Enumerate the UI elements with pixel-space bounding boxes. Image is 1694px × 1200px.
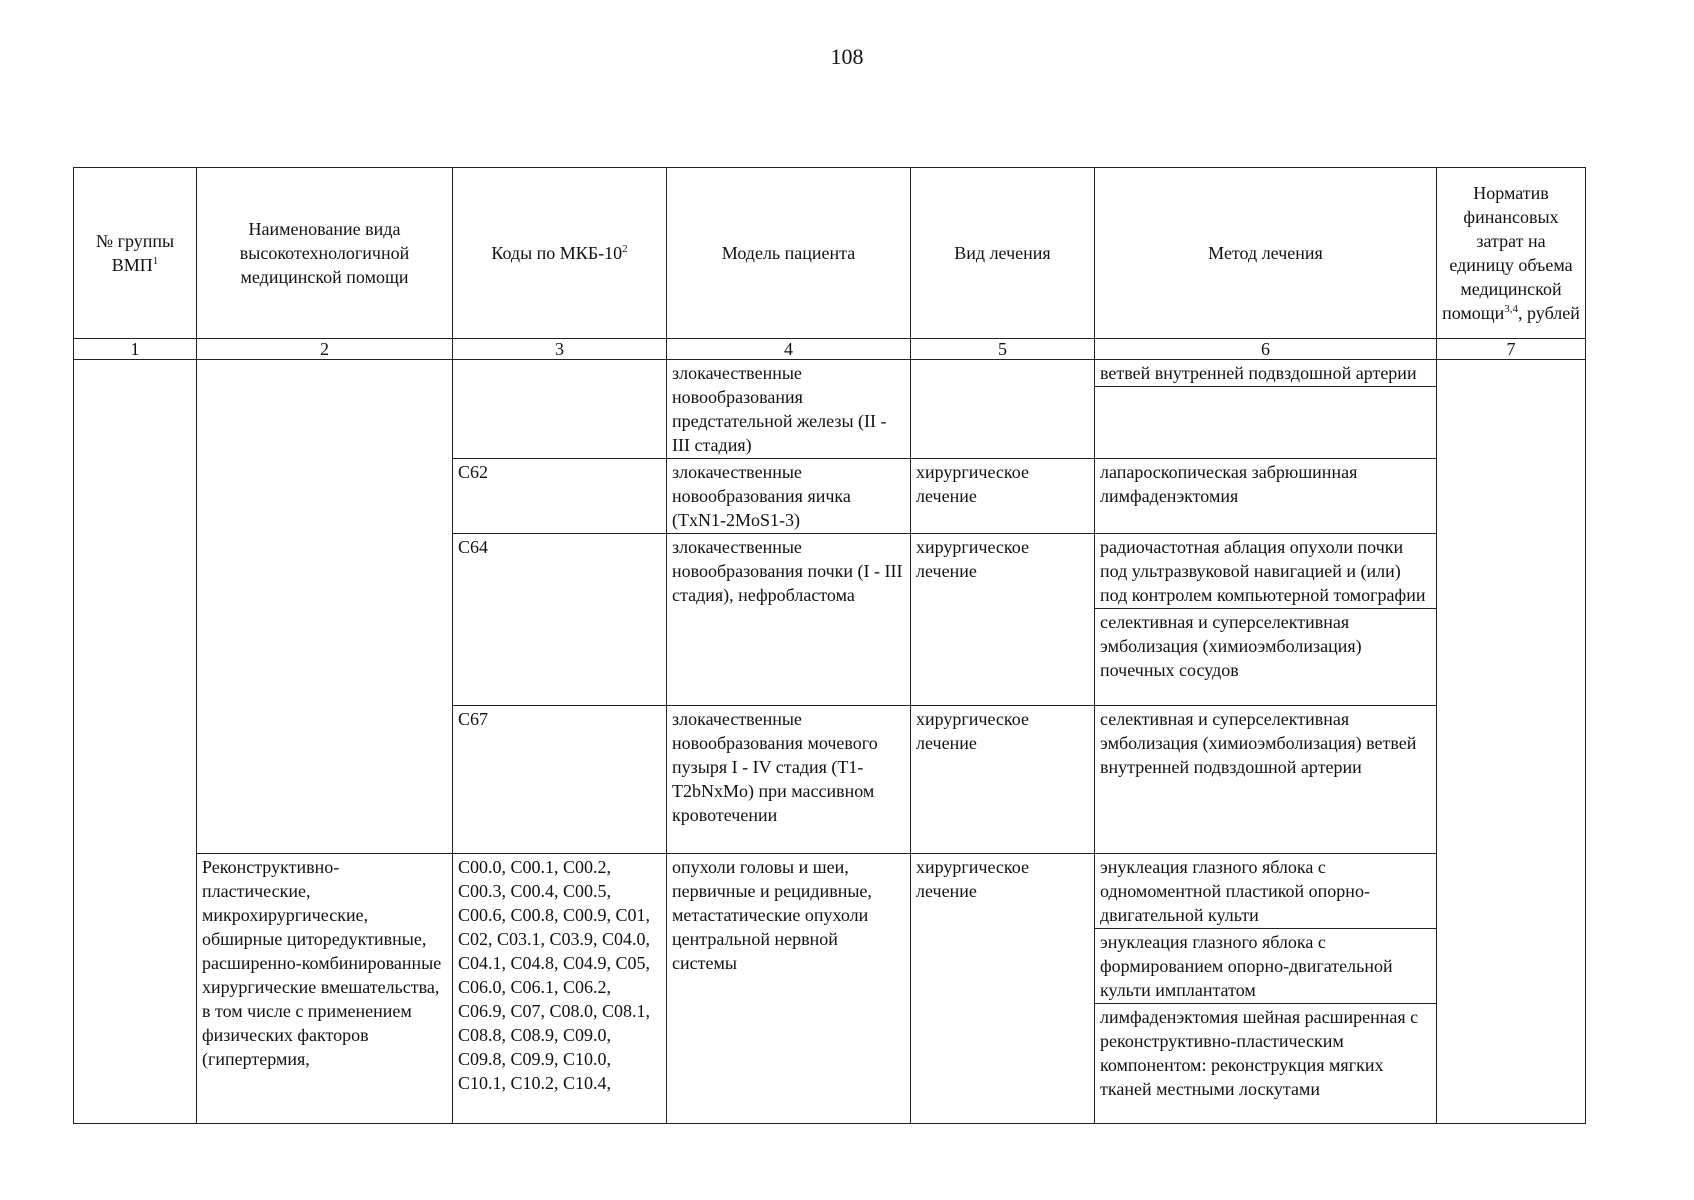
vmp-name-cell [197, 360, 453, 854]
treatment-method-item [1095, 387, 1436, 435]
vmp-table [73, 167, 1586, 1124]
patient-model-cell: злокачественные новообразования почки (I - III стадия), нефробластома [667, 534, 911, 706]
column-number-row [74, 339, 1586, 360]
header-row [74, 168, 1586, 339]
header-cost-standard: Норматив финансовых затрат на единицу объема медицинской помощи$^{3,4}$, рублей [1437, 168, 1586, 339]
treatment-method-cell: лапароскопическая забрюшинная лимфаденэктомия [1095, 459, 1437, 534]
treatment-type-cell: хирургическое лечение [911, 459, 1095, 534]
header-group-number: № группы ВМП$^1$ [74, 168, 197, 339]
patient-model-cell: опухоли головы и шеи, первичные и рецидивные, метастатические опухоли центральной нервной системы [667, 854, 911, 1124]
column-number: 7 [1437, 339, 1586, 360]
treatment-method-item: лимфаденэктомия шейная расширенная с реконструктивно-пластическим компонентом: реконструкция мягких тканей местными лоскутами [1100, 1007, 1419, 1099]
header-treatment-method: Метод лечения [1095, 168, 1437, 339]
icd-code-cell: C64 [453, 534, 667, 706]
treatment-type-cell: хирургическое лечение [911, 706, 1095, 854]
column-number: 6 [1095, 339, 1437, 360]
icd-code-cell: C62 [453, 459, 667, 534]
patient-model-cell: злокачественные новообразования мочевого пузыря I - IV стадия (T1-T2bNxMo) при массивном кровотечении [667, 706, 911, 854]
treatment-method-cell [1095, 854, 1437, 1124]
column-number: 5 [911, 339, 1095, 360]
vmp-name-cell: Реконструктивно-пластические, микрохирургические, обширные циторедуктивные, расширенно-комбинированные хирургические вмешательства, в том числе с применением физических факторов (гипертермия, [197, 854, 453, 1124]
treatment-method-cell [1095, 534, 1437, 706]
header-vmp-name: Наименование вида высокотехнологичной медицинской помощи [197, 168, 453, 339]
treatment-method-item: энуклеация глазного яблока с формированием опорно-двигательной культи имплантатом [1095, 929, 1436, 1004]
cost-standard-cell [1437, 360, 1586, 1124]
table-row [74, 854, 1586, 1124]
column-number: 3 [453, 339, 667, 360]
treatment-type-cell: хирургическое лечение [911, 534, 1095, 706]
header-patient-model: Модель пациента [667, 168, 911, 339]
treatment-type-cell [911, 360, 1095, 459]
column-number: 1 [74, 339, 197, 360]
header-icd-codes: Коды по МКБ-$10^2$ [453, 168, 667, 339]
table-row [74, 360, 1586, 459]
treatment-method-item: радиочастотная аблация опухоли почки под ультразвуковой навигацией и (или) под контролем компьютерной томографии [1095, 534, 1436, 609]
column-number: 2 [197, 339, 453, 360]
treatment-method-item: селективная и суперселективная эмболизация (химиоэмболизация) почечных сосудов [1100, 612, 1362, 680]
treatment-method-cell [1095, 360, 1437, 459]
treatment-method-cell: селективная и суперселективная эмболизация (химиоэмболизация) ветвей внутренней подвздошной артерии [1095, 706, 1437, 854]
treatment-type-cell: хирургическое лечение [911, 854, 1095, 1124]
patient-model-cell: злокачественные новообразования предстательной железы (II - III стадия) [667, 360, 911, 459]
page-number: 108 [830, 44, 864, 69]
group-number-cell [74, 360, 197, 1124]
header-treatment-type: Вид лечения [911, 168, 1095, 339]
treatment-method-item: ветвей внутренней подвздошной артерии [1095, 360, 1436, 387]
icd-code-cell [453, 360, 667, 459]
patient-model-cell: злокачественные новообразования яичка (TxN1-2MoS1-3) [667, 459, 911, 534]
icd-code-cell: C00.0, C00.1, C00.2, C00.3, C00.4, C00.5, C00.6, C00.8, C00.9, C01, C02, C03.1, C03.9, C04.0, C04.1, C04.8, C04.9, C05, C06.0, C06.1, C06.2, C06.9, C07, C08.0, C08.1, C08.8, C08.9, C09.0, C09.8, C09.9, C10.0, C10.1, C10.2, C10.4, [453, 854, 667, 1124]
column-number: 4 [667, 339, 911, 360]
treatment-method-item: энуклеация глазного яблока с одномоментной пластикой опорно-двигательной культи [1095, 854, 1436, 929]
icd-code-cell: C67 [453, 706, 667, 854]
